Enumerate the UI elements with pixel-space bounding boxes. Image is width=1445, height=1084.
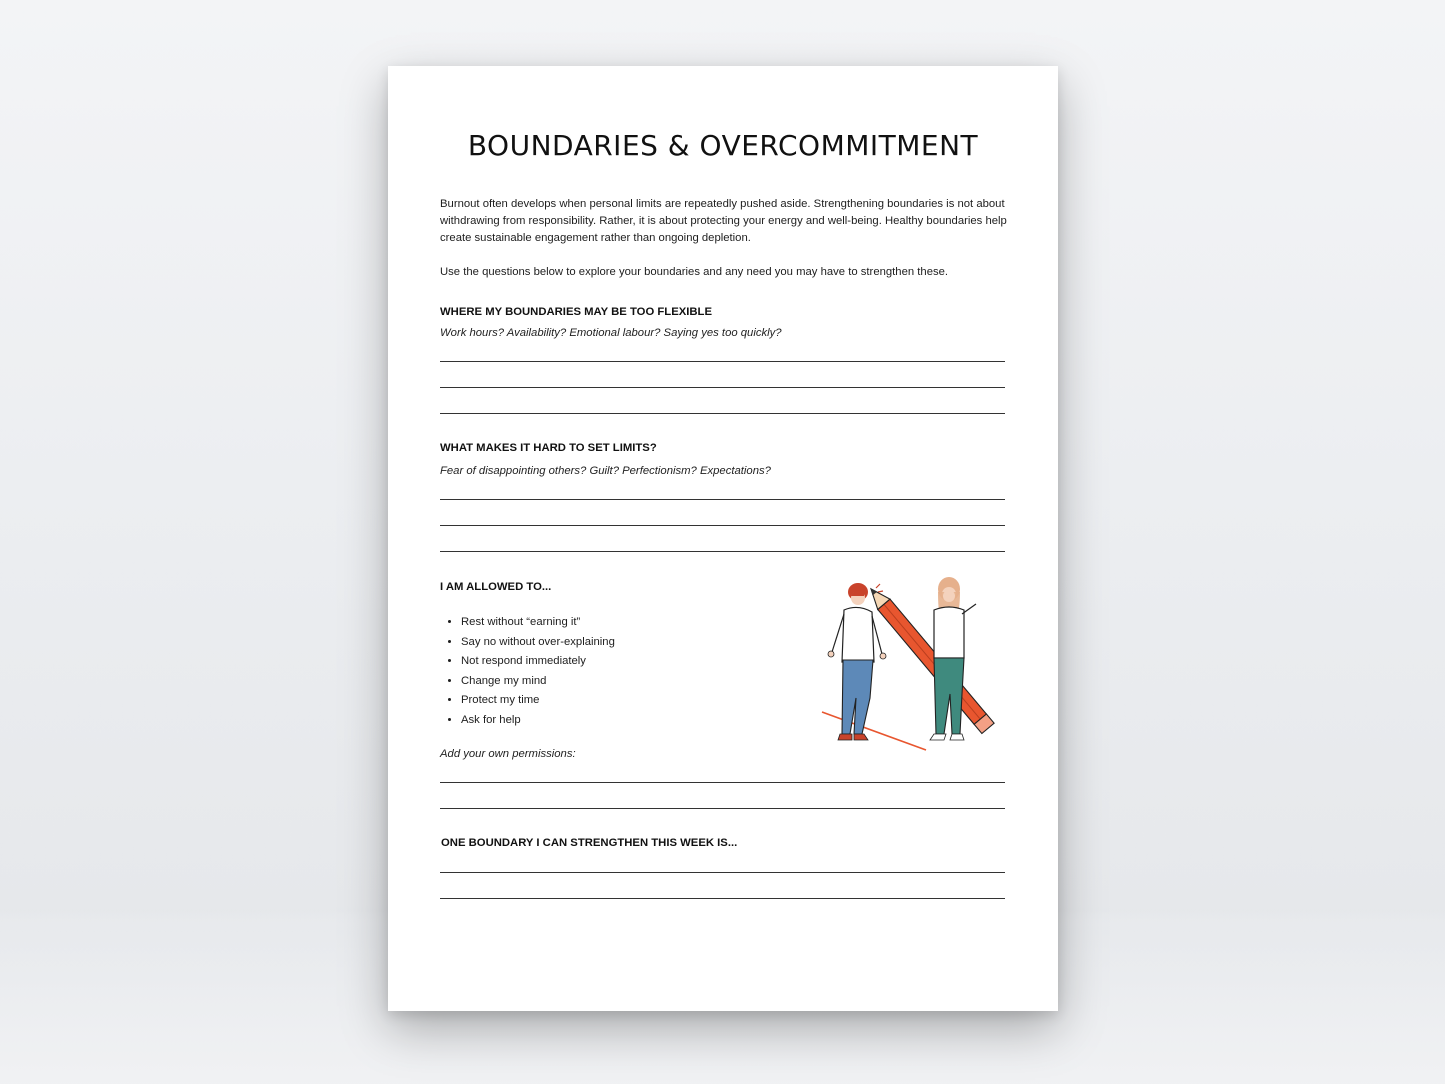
- writing-line[interactable]: [440, 898, 1005, 899]
- intro-paragraph: Burnout often develops when personal limits are repeatedly pushed aside. Strengthening boundaries is not about withdrawing from responsibility. Rather, it is about protecting your energy and well-being. Healthy boundaries help create sustainable engagement rather than ongoing depletion.: [440, 198, 1007, 244]
- intro-instruction: Use the questions below to explore your boundaries and any need you may have to strengthen these.: [440, 266, 949, 278]
- writing-line[interactable]: [440, 782, 1005, 783]
- permissions-prompt: Add your own permissions:: [440, 748, 576, 760]
- list-item: • Not respond immediately: [461, 652, 615, 672]
- list-item: • Say no without over-explaining: [461, 633, 615, 653]
- section-heading-strengthen: ONE BOUNDARY I CAN STRENGTHEN THIS WEEK IS...: [441, 837, 738, 849]
- writing-line[interactable]: [440, 387, 1005, 388]
- list-item: • Ask for help: [461, 711, 615, 731]
- boundary-pencil-illustration: [816, 574, 1016, 754]
- writing-line[interactable]: [440, 872, 1005, 873]
- writing-line[interactable]: [440, 499, 1005, 500]
- section-heading-hard: WHAT MAKES IT HARD TO SET LIMITS?: [440, 442, 657, 454]
- list-item: • Protect my time: [461, 691, 615, 711]
- worksheet-page: [388, 66, 1058, 1011]
- page-title: BOUNDARIES & OVERCOMMITMENT: [467, 129, 979, 162]
- writing-line[interactable]: [440, 551, 1005, 552]
- section-heading-flexible: WHERE MY BOUNDARIES MAY BE TOO FLEXIBLE: [440, 306, 712, 318]
- list-item: • Rest without “earning it”: [461, 613, 615, 633]
- section-heading-allowed: I AM ALLOWED TO...: [440, 581, 552, 593]
- writing-line[interactable]: [440, 525, 1005, 526]
- writing-line[interactable]: [440, 361, 1005, 362]
- section-hint-hard: Fear of disappointing others? Guilt? Perfectionism? Expectations?: [440, 465, 771, 477]
- writing-line[interactable]: [440, 413, 1005, 414]
- writing-line[interactable]: [440, 808, 1005, 809]
- permissions-list: [440, 613, 615, 730]
- list-item: • Change my mind: [461, 672, 615, 692]
- section-hint-flexible: Work hours? Availability? Emotional labour? Saying yes too quickly?: [440, 327, 782, 339]
